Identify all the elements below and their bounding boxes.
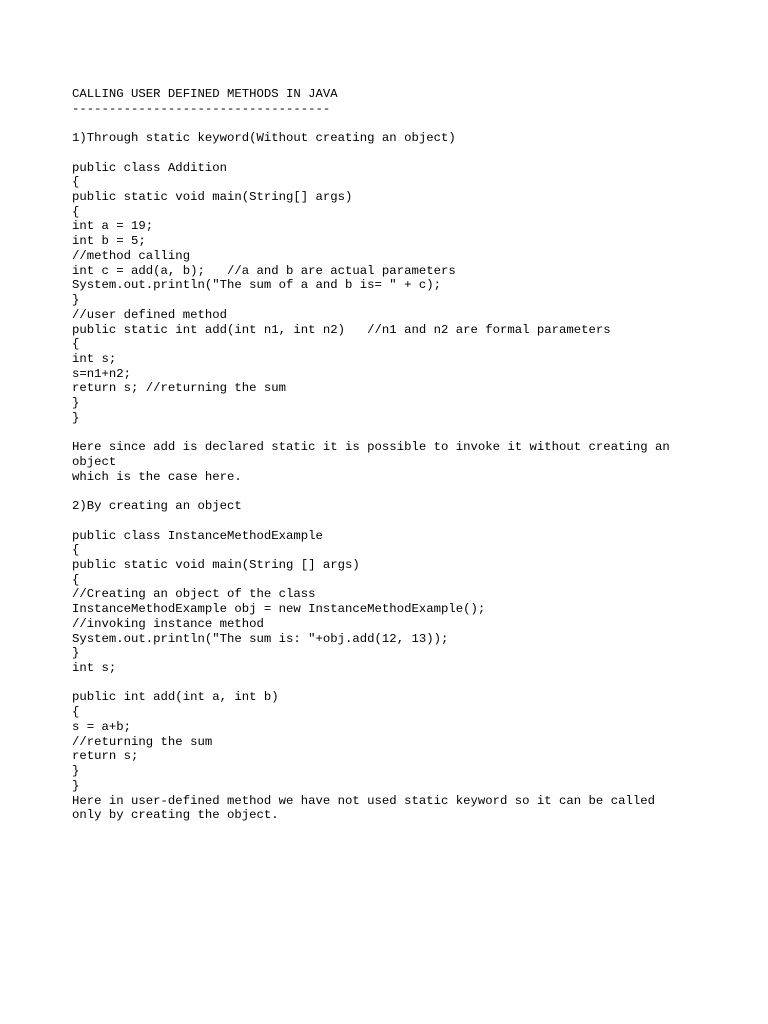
document-line: } (72, 410, 80, 425)
document-line: //returning the sum (72, 734, 213, 749)
document-line: //user defined method (72, 307, 227, 322)
document-line: public class Addition (72, 160, 227, 175)
document-line: { (72, 204, 80, 219)
document-line: Here since add is declared static it is possible to invoke it without creating an (72, 440, 670, 455)
document-line: { (72, 175, 80, 190)
document-line: System.out.println("The sum of a and b is= " + c); (72, 278, 441, 293)
document-line: public int add(int a, int b) (72, 690, 279, 705)
document-line: object (72, 454, 117, 469)
document-line: { (72, 705, 80, 720)
document-line: return s; //returning the sum (72, 381, 287, 396)
document-line: return s; (72, 749, 139, 764)
document-line (72, 514, 712, 529)
document-line: ----------------------------------- (72, 101, 331, 116)
document-line: public static void main(String [] args) (72, 558, 360, 572)
document-line: 1)Through static keyword(Without creating an object) (72, 131, 456, 146)
document-line: Here in user-defined method we have not used static keyword so it can be called (72, 793, 655, 808)
document-line: } (72, 293, 80, 308)
document-line: { (72, 543, 80, 558)
document-line: which is the case here. (72, 469, 242, 484)
document-line: public static int add(int n1, int n2) //n1 and n2 are formal parameters (72, 322, 611, 337)
document-line: only by creating the object. (72, 808, 279, 823)
document-line: { (72, 337, 80, 352)
document-line: CALLING USER DEFINED METHODS IN JAVA (72, 87, 338, 101)
document-line: s = a+b; (72, 719, 132, 734)
document-line (72, 484, 712, 499)
document-line (72, 116, 712, 131)
document-line: } (72, 646, 80, 661)
document-line: int s; (72, 351, 117, 366)
document-line: //method calling (72, 248, 191, 263)
document-line: int c = add(a, b); //a and b are actual parameters (72, 263, 456, 278)
document-line: public static void main(String[] args) (72, 190, 353, 205)
document-line (72, 676, 712, 691)
document-line: { (72, 572, 80, 587)
document-line: } (72, 764, 80, 779)
document-line: } (72, 396, 80, 411)
document-text (72, 87, 712, 823)
document-line: int b = 5; (72, 234, 146, 249)
document-line: s=n1+n2; (72, 366, 132, 381)
document-line: //invoking instance method (72, 616, 264, 631)
document-line: } (72, 778, 80, 793)
document-line: public class InstanceMethodExample (72, 528, 323, 543)
document-line: 2)By creating an object (72, 499, 242, 514)
document-line (72, 146, 712, 161)
document-line: //Creating an object of the class (72, 587, 316, 602)
document-line: System.out.println("The sum is: "+obj.add(12, 13)); (72, 631, 449, 646)
document-line: InstanceMethodExample obj = new InstanceMethodExample(); (72, 602, 486, 617)
document-line (72, 426, 712, 441)
document-line: int a = 19; (72, 219, 154, 234)
document-line: int s; (72, 661, 117, 676)
